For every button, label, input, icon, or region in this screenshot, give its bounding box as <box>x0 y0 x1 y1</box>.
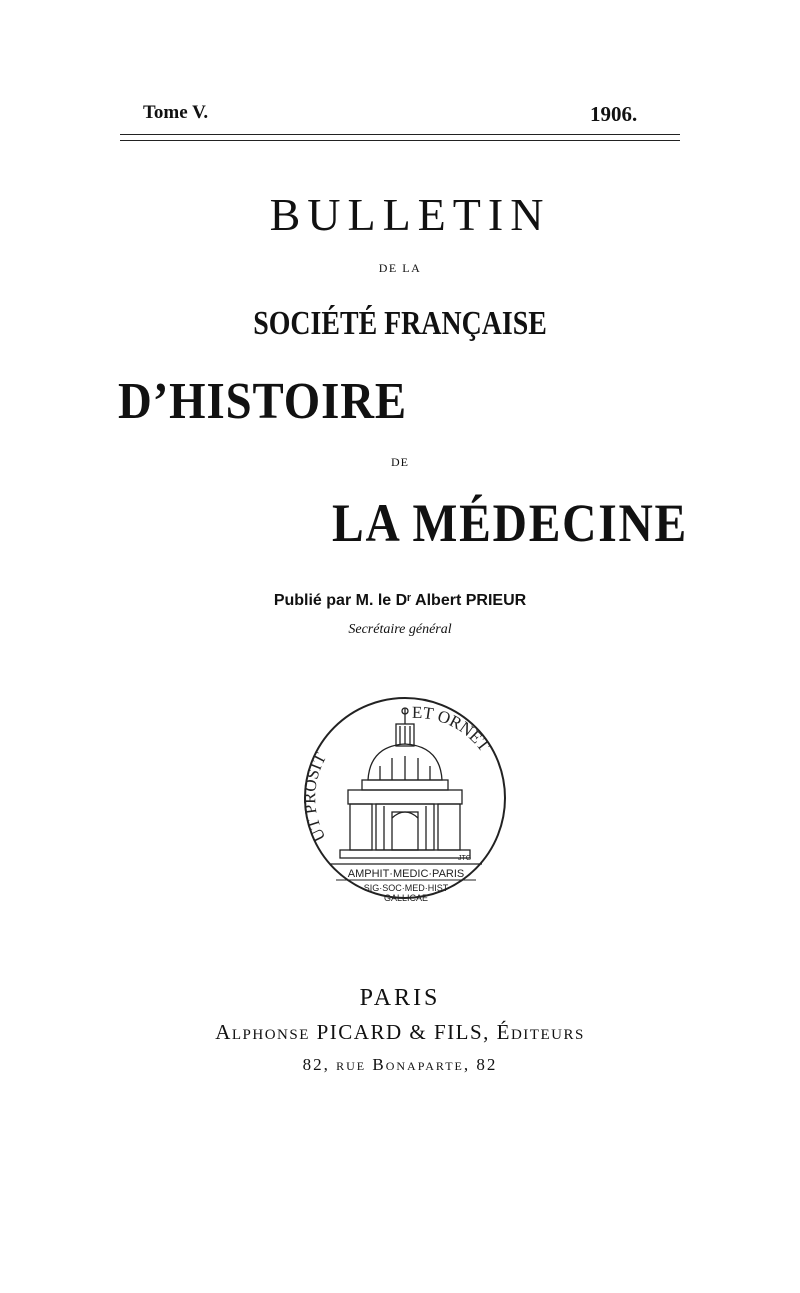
editor-line: Publié par M. le Dʳ Albert PRIEUR <box>273 592 527 609</box>
volume-label: Tome V. <box>143 102 209 123</box>
society-seal-emblem <box>300 688 510 908</box>
seal-caption-3: GALLICAE <box>383 893 429 903</box>
title-de: DE <box>391 455 409 469</box>
year-label: 1906. <box>590 102 638 126</box>
top-rule-double <box>120 140 680 141</box>
title-societe: SOCIÉTÉ FRANÇAISE <box>253 305 547 342</box>
title-medecine: LA MÉDECINE <box>332 493 689 553</box>
imprint-address: 82, rue Bonaparte, 82 <box>302 1055 498 1074</box>
title-bulletin: BULLETIN <box>269 189 551 240</box>
title-histoire: D’HISTOIRE <box>118 373 408 430</box>
seal-caption-2: SIG·SOC·MED·HIST <box>363 883 449 893</box>
seal-caption-1: AMPHIT·MEDIC·PARIS <box>347 868 465 880</box>
imprint-city: PARIS <box>359 985 441 1011</box>
editor-role: Secrétaire général <box>348 622 452 637</box>
top-rule <box>120 134 680 135</box>
seal-motto-right: ET ORNET <box>411 702 494 756</box>
engraver-mark: JTG <box>458 855 472 862</box>
imprint-publisher: Alphonse PICARD & FILS, Éditeurs <box>215 1020 585 1044</box>
amphitheatre-drawing <box>340 708 470 858</box>
title-de-la: DE LA <box>378 261 422 275</box>
seal-motto-left: UT PROSIT <box>300 749 331 845</box>
